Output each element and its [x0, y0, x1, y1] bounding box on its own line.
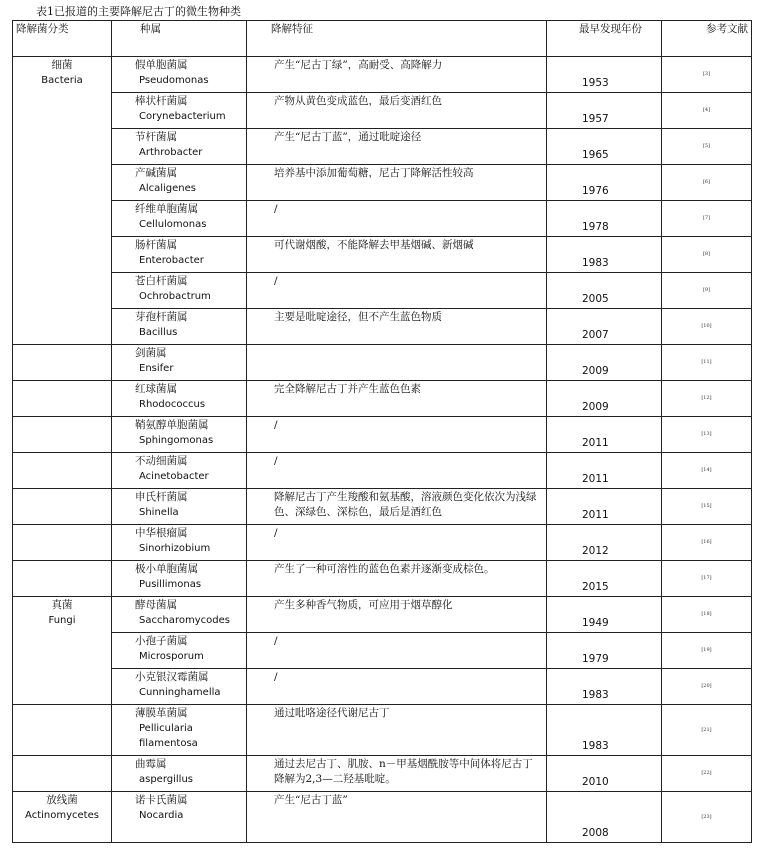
year-cell — [547, 633, 662, 669]
genus-name-latin: Microsporum — [139, 651, 204, 662]
year-value: 2005 — [582, 293, 609, 305]
ref-cell — [662, 561, 752, 597]
genus-name-latin: Pusillimonas — [139, 579, 202, 590]
year-cell — [547, 705, 662, 756]
ref-value: [15] — [701, 503, 712, 509]
ref-value: [3] — [702, 71, 711, 77]
header-feature: 降解特征 — [247, 21, 547, 57]
feature-text: 产生多种香气物质，可应用于烟草醇化 — [274, 599, 453, 611]
microbe-table — [12, 20, 752, 843]
feature-text: / — [274, 635, 278, 647]
year-cell — [547, 57, 662, 93]
genus-cell — [112, 93, 247, 129]
category-cell — [13, 453, 112, 489]
ref-value: [11] — [701, 359, 712, 365]
genus-name-latin: Cellulomonas — [139, 219, 207, 230]
header-ref: 参考文献 — [662, 21, 752, 57]
year-cell — [547, 525, 662, 561]
genus-cell — [112, 756, 247, 792]
ref-cell — [662, 669, 752, 705]
ref-value: [17] — [701, 575, 712, 581]
genus-cell — [112, 669, 247, 705]
feature-cell — [247, 57, 547, 93]
ref-cell — [662, 792, 752, 843]
table-row — [13, 129, 752, 165]
genus-cell — [112, 381, 247, 417]
genus-name-cn: 酵母菌属 — [135, 599, 177, 611]
genus-name-latin: Cunninghamella — [139, 687, 221, 698]
genus-name-latin: Bacillus — [139, 327, 178, 338]
genus-name-latin: Rhodococcus — [139, 399, 206, 410]
table-row — [13, 561, 752, 597]
ref-cell — [662, 381, 752, 417]
year-value: 2007 — [582, 329, 609, 341]
table-row — [13, 345, 752, 381]
category-cell — [13, 756, 112, 792]
header-category: 降解菌分类 — [13, 21, 112, 57]
genus-cell — [112, 633, 247, 669]
genus-name-cn: 小克银汉霉菌属 — [135, 671, 209, 683]
year-cell — [547, 381, 662, 417]
genus-name-latin: Nocardia — [139, 810, 184, 821]
ref-cell — [662, 165, 752, 201]
genus-name-cn: 不动细菌属 — [135, 455, 188, 467]
table-row — [13, 93, 752, 129]
feature-cell — [247, 417, 547, 453]
ref-value: [21] — [701, 726, 712, 733]
genus-cell — [112, 489, 247, 525]
feature-cell — [247, 669, 547, 705]
table-row — [13, 705, 752, 756]
feature-text: / — [274, 203, 278, 215]
feature-cell — [247, 705, 547, 756]
table-row — [13, 381, 752, 417]
genus-name-cn: 芽孢杆菌属 — [135, 311, 188, 323]
genus-name-cn: 肠杆菌属 — [135, 239, 177, 251]
genus-cell — [112, 273, 247, 309]
feature-cell — [247, 633, 547, 669]
genus-name-cn: 薄膜革菌属 — [135, 707, 188, 719]
feature-cell — [247, 489, 547, 525]
genus-name-latin: Corynebacterium — [139, 111, 226, 122]
ref-cell — [662, 273, 752, 309]
ref-value: [6] — [702, 179, 711, 185]
year-value: 1978 — [582, 221, 609, 233]
year-value: 2010 — [582, 776, 609, 788]
year-cell — [547, 237, 662, 273]
feature-cell — [247, 525, 547, 561]
genus-cell — [112, 597, 247, 633]
table-row — [13, 489, 752, 525]
year-value: 2008 — [582, 827, 609, 839]
year-cell — [547, 273, 662, 309]
table-row — [13, 57, 752, 93]
ref-cell — [662, 57, 752, 93]
category-cell — [13, 489, 112, 525]
category-name-cn: 细菌 — [51, 59, 73, 71]
genus-cell — [112, 417, 247, 453]
feature-text: 完全降解尼古丁并产生蓝色色素 — [274, 383, 421, 395]
genus-cell — [112, 525, 247, 561]
ref-cell — [662, 453, 752, 489]
feature-cell — [247, 345, 547, 381]
category-cell — [13, 345, 112, 381]
year-value: 1983 — [582, 689, 609, 701]
table-row — [13, 201, 752, 237]
table-row — [13, 453, 752, 489]
feature-cell — [247, 561, 547, 597]
genus-name-latin: Arthrobacter — [139, 147, 203, 158]
ref-value: [4] — [702, 107, 711, 113]
year-value: 1953 — [582, 77, 609, 89]
year-cell — [547, 597, 662, 633]
year-cell — [547, 756, 662, 792]
feature-text: 主要是吡啶途径，但不产生蓝色物质 — [274, 311, 442, 323]
genus-cell — [112, 345, 247, 381]
feature-cell — [247, 201, 547, 237]
genus-name-cn: 诺卡氏菌属 — [135, 794, 188, 806]
category-cell — [13, 525, 112, 561]
table-row — [13, 792, 752, 843]
ref-cell — [662, 417, 752, 453]
genus-name-latin: Pseudomonas — [139, 75, 209, 86]
year-value: 1979 — [582, 653, 609, 665]
category-cell — [13, 417, 112, 453]
ref-cell — [662, 237, 752, 273]
ref-cell — [662, 129, 752, 165]
genus-cell — [112, 792, 247, 843]
category-name-cn: 真菌 — [51, 599, 73, 611]
year-cell — [547, 165, 662, 201]
ref-value: [14] — [701, 467, 712, 473]
year-value: 1983 — [582, 740, 609, 752]
genus-name-cn: 极小单胞菌属 — [135, 563, 198, 575]
genus-name-latin: Enterobacter — [139, 255, 204, 266]
table-row — [13, 669, 752, 705]
ref-cell — [662, 345, 752, 381]
feature-cell — [247, 597, 547, 633]
year-value: 2012 — [582, 545, 609, 557]
genus-name-latin: Acinetobacter — [139, 471, 209, 482]
genus-name-latin: aspergillus — [139, 774, 194, 785]
ref-value: [9] — [702, 287, 711, 293]
year-value: 1957 — [582, 113, 609, 125]
category-cell — [13, 705, 112, 756]
genus-cell — [112, 201, 247, 237]
year-value: 1983 — [582, 257, 609, 269]
feature-cell — [247, 381, 547, 417]
feature-text: / — [274, 455, 278, 467]
feature-text: / — [274, 671, 278, 683]
year-value: 2015 — [582, 581, 609, 593]
feature-cell — [247, 237, 547, 273]
feature-text: 降解尼古丁产生羧酸和氨基酸，溶液颜色变化依次为浅绿色、深绿色、深棕色，最后是酒红色 — [274, 491, 537, 518]
feature-cell — [247, 165, 547, 201]
genus-name-cn: 节杆菌属 — [135, 131, 177, 143]
ref-value: [20] — [701, 683, 712, 689]
genus-name-cn: 假单胞菌属 — [135, 59, 188, 71]
year-cell — [547, 792, 662, 843]
genus-name-latin: Ochrobactrum — [139, 291, 211, 302]
ref-cell — [662, 633, 752, 669]
genus-name-cn: 苍白杆菌属 — [135, 275, 188, 287]
year-cell — [547, 309, 662, 345]
year-value: 1949 — [582, 617, 609, 629]
genus-name-cn: 红球菌属 — [135, 383, 177, 395]
category-name-latin: Actinomycetes — [25, 810, 99, 821]
genus-name-latin: Sphingomonas — [139, 435, 214, 446]
genus-name-cn: 纤维单胞菌属 — [135, 203, 198, 215]
feature-cell — [247, 309, 547, 345]
feature-cell — [247, 93, 547, 129]
table-row — [13, 309, 752, 345]
genus-name-latin: Pellicularia filamentosa — [139, 723, 198, 749]
category-name-latin: Bacteria — [41, 75, 83, 86]
ref-value: [22] — [701, 770, 712, 776]
table-row — [13, 756, 752, 792]
genus-cell — [112, 705, 247, 756]
feature-cell — [247, 273, 547, 309]
header-year: 最早发现年份 — [547, 21, 662, 57]
genus-name-latin: Sinorhizobium — [139, 543, 211, 554]
genus-cell — [112, 309, 247, 345]
ref-value: [7] — [702, 215, 711, 221]
table-row — [13, 633, 752, 669]
ref-value: [19] — [701, 647, 712, 653]
category-cell — [13, 57, 112, 345]
genus-name-latin: Alcaligenes — [139, 183, 197, 194]
ref-cell — [662, 489, 752, 525]
genus-name-latin: Shinella — [139, 507, 179, 518]
ref-value: [23] — [701, 813, 712, 820]
feature-text: 产物从黄色变成蓝色，最后变酒红色 — [274, 95, 442, 107]
feature-cell — [247, 453, 547, 489]
table-row — [13, 165, 752, 201]
year-value: 1965 — [582, 149, 609, 161]
genus-name-cn: 产碱菌属 — [135, 167, 177, 179]
feature-text: 通过去尼古丁、肌胺、n－甲基烟酰胺等中间体将尼古丁降解为2,3—二羟基吡啶。 — [274, 758, 533, 785]
feature-text: 可代谢烟酸，不能降解去甲基烟碱、新烟碱 — [274, 239, 474, 251]
feature-cell — [247, 756, 547, 792]
feature-text: / — [274, 527, 278, 539]
feature-cell — [247, 792, 547, 843]
genus-cell — [112, 237, 247, 273]
ref-cell — [662, 756, 752, 792]
genus-cell — [112, 453, 247, 489]
year-cell — [547, 669, 662, 705]
category-cell — [13, 381, 112, 417]
category-name-cn: 放线菌 — [46, 794, 78, 806]
table-header-row — [13, 21, 752, 57]
ref-cell — [662, 597, 752, 633]
table-row — [13, 597, 752, 633]
category-cell — [13, 561, 112, 597]
ref-value: [18] — [701, 611, 712, 617]
header-genus: 种属 — [112, 21, 247, 57]
feature-text: 产生“尼古丁蓝”，通过吡啶途径 — [274, 131, 422, 143]
genus-name-cn: 申氏杆菌属 — [135, 491, 188, 503]
year-cell — [547, 345, 662, 381]
genus-name-cn: 小孢子菌属 — [135, 635, 188, 647]
genus-name-cn: 曲霉属 — [135, 758, 167, 770]
category-cell — [13, 792, 112, 843]
feature-cell — [247, 129, 547, 165]
year-value: 2009 — [582, 401, 609, 413]
table-row — [13, 417, 752, 453]
feature-text: 产生“尼古丁绿”，高耐受、高降解力 — [274, 59, 443, 71]
genus-name-cn: 剑菌属 — [135, 347, 167, 359]
ref-cell — [662, 201, 752, 237]
genus-name-cn: 棒状杆菌属 — [135, 95, 188, 107]
year-value: 2011 — [582, 509, 609, 521]
genus-name-latin: Saccharomycodes — [139, 615, 230, 626]
genus-cell — [112, 57, 247, 93]
ref-value: [16] — [701, 539, 712, 545]
table-row — [13, 273, 752, 309]
ref-value: [10] — [701, 323, 712, 329]
genus-name-latin: Ensifer — [139, 363, 174, 374]
year-value: 1976 — [582, 185, 609, 197]
category-cell — [13, 597, 112, 705]
category-name-latin: Fungi — [48, 615, 76, 626]
feature-text: 产生“尼古丁蓝” — [274, 794, 348, 806]
feature-text: 通过吡咯途径代谢尼古丁 — [274, 707, 390, 719]
genus-name-cn: 中华根瘤属 — [135, 527, 188, 539]
feature-text: 培养基中添加葡萄糖，尼古丁降解活性较高 — [274, 167, 474, 179]
table-caption: 表1已报道的主要降解尼古丁的微生物种类 — [36, 5, 241, 18]
table-row — [13, 237, 752, 273]
year-cell — [547, 201, 662, 237]
ref-cell — [662, 309, 752, 345]
feature-text: 产生了一种可溶性的蓝色色素并逐渐变成棕色。 — [274, 563, 495, 575]
year-cell — [547, 489, 662, 525]
year-value: 2011 — [582, 437, 609, 449]
year-cell — [547, 417, 662, 453]
year-value: 2009 — [582, 365, 609, 377]
ref-cell — [662, 705, 752, 756]
year-cell — [547, 561, 662, 597]
genus-cell — [112, 165, 247, 201]
ref-value: [5] — [702, 143, 711, 149]
year-cell — [547, 453, 662, 489]
ref-value: [12] — [701, 395, 712, 401]
genus-name-cn: 鞘氨醇单胞菌属 — [135, 419, 209, 431]
year-value: 2011 — [582, 473, 609, 485]
ref-cell — [662, 93, 752, 129]
feature-text: / — [274, 419, 278, 431]
ref-cell — [662, 525, 752, 561]
feature-text: / — [274, 275, 278, 287]
ref-value: [13] — [701, 431, 712, 437]
genus-cell — [112, 561, 247, 597]
year-cell — [547, 129, 662, 165]
year-cell — [547, 93, 662, 129]
table-row — [13, 525, 752, 561]
ref-value: [8] — [702, 251, 711, 257]
genus-cell — [112, 129, 247, 165]
